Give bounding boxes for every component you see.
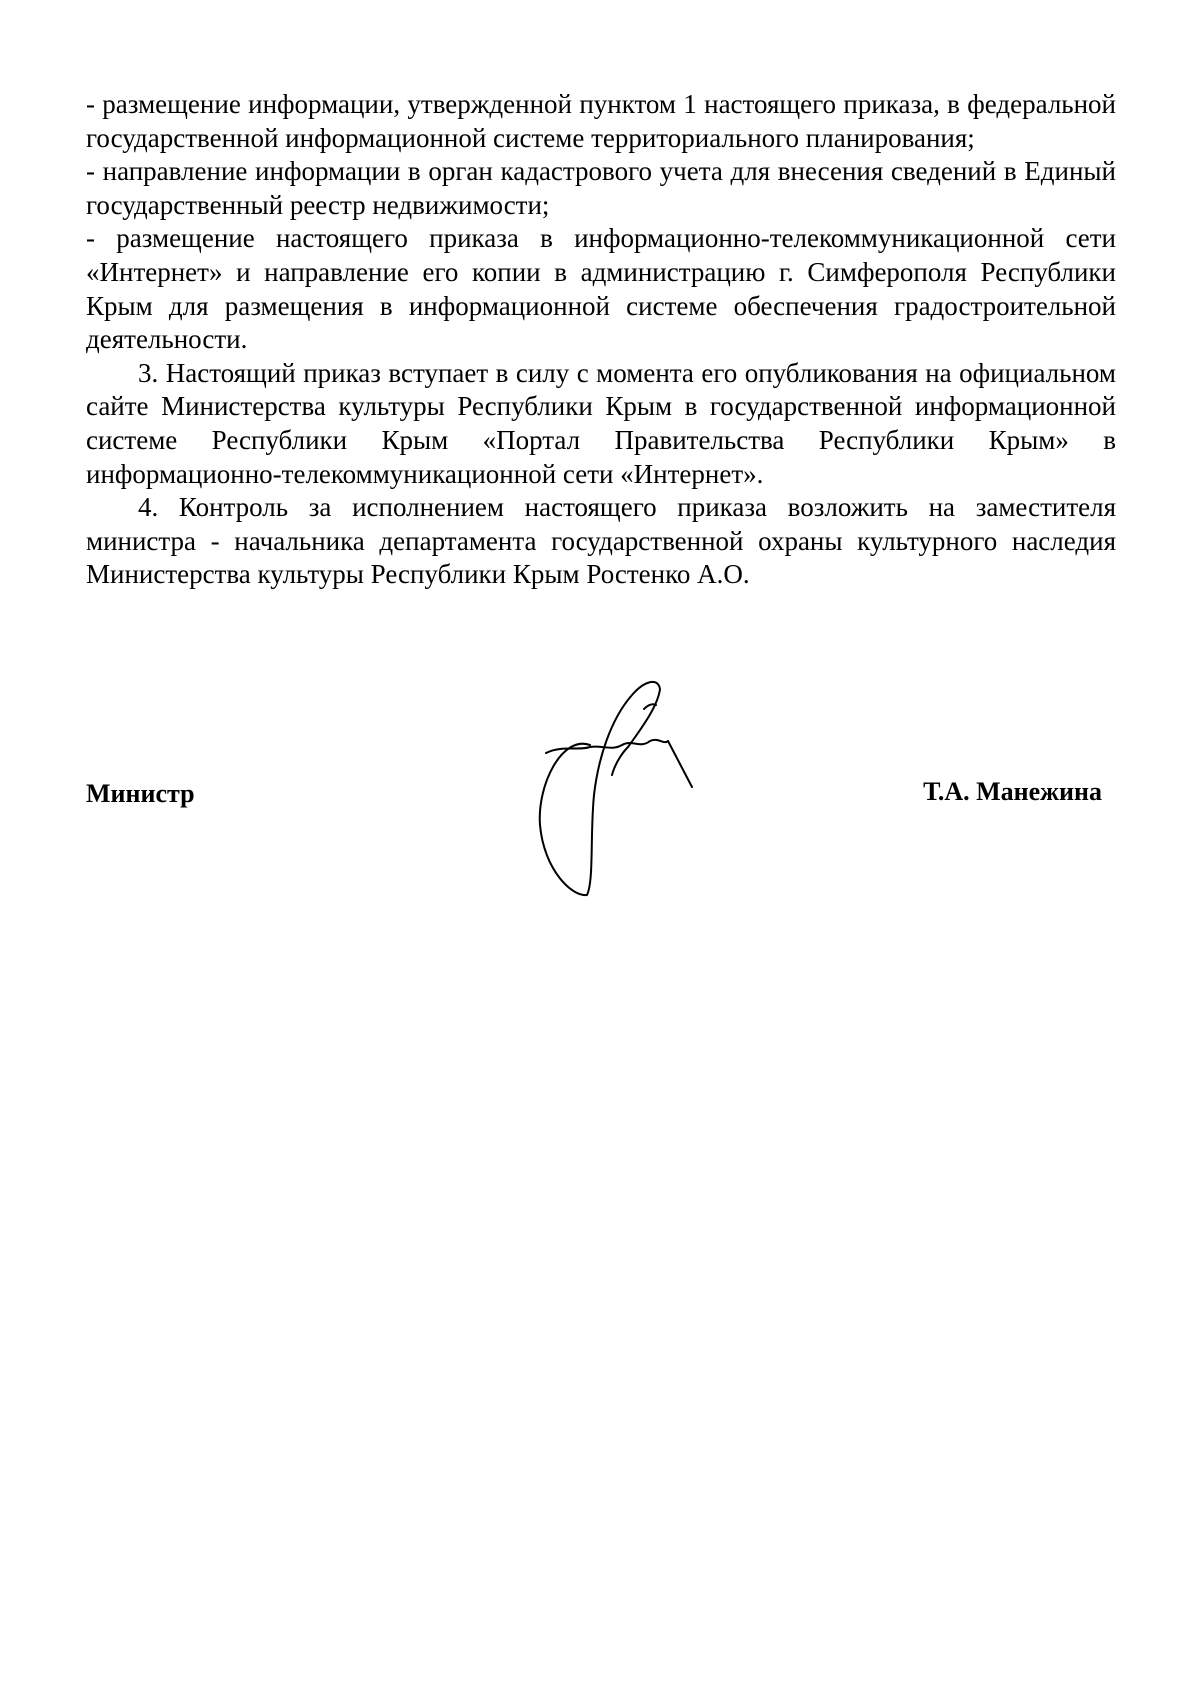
numbered-paragraph-4: 4. Контроль за исполнением настоящего приказа возложить на заместителя министра - начальника департамента государственной охраны культурного наследия Министерства культуры Республики Крым Ростенко А.О. — [86, 492, 1116, 590]
list-item: - направление информации в орган кадастрового учета для внесения сведений в Единый государственный реестр недвижимости; — [86, 156, 1116, 220]
numbered-paragraph-3: 3. Настоящий приказ вступает в силу с момента его опубликования на официальном сайте Министерства культуры Республики Крым в государственной информационной системе Республики Крым «Портал Правительства Республики Крым» в информационно-телекоммуникационной сети «Интернет». — [86, 357, 1116, 489]
list-item: - размещение настоящего приказа в информационно-телекоммуникационной сети «Интернет» и направление его копии в администрацию г. Симферополя Республики Крым для размещения в информационной системе обеспечения градостроительной деятельности. — [86, 223, 1116, 355]
document-body — [86, 88, 1116, 592]
signatory-name: Т.А. Манежина — [923, 777, 1102, 806]
signatory-title: Министр — [86, 779, 195, 808]
list-item: - размещение информации, утвержденной пунктом 1 настоящего приказа, в федеральной государственной информационной системе территориального планирования; — [86, 89, 1116, 153]
handwritten-signature — [532, 675, 722, 900]
